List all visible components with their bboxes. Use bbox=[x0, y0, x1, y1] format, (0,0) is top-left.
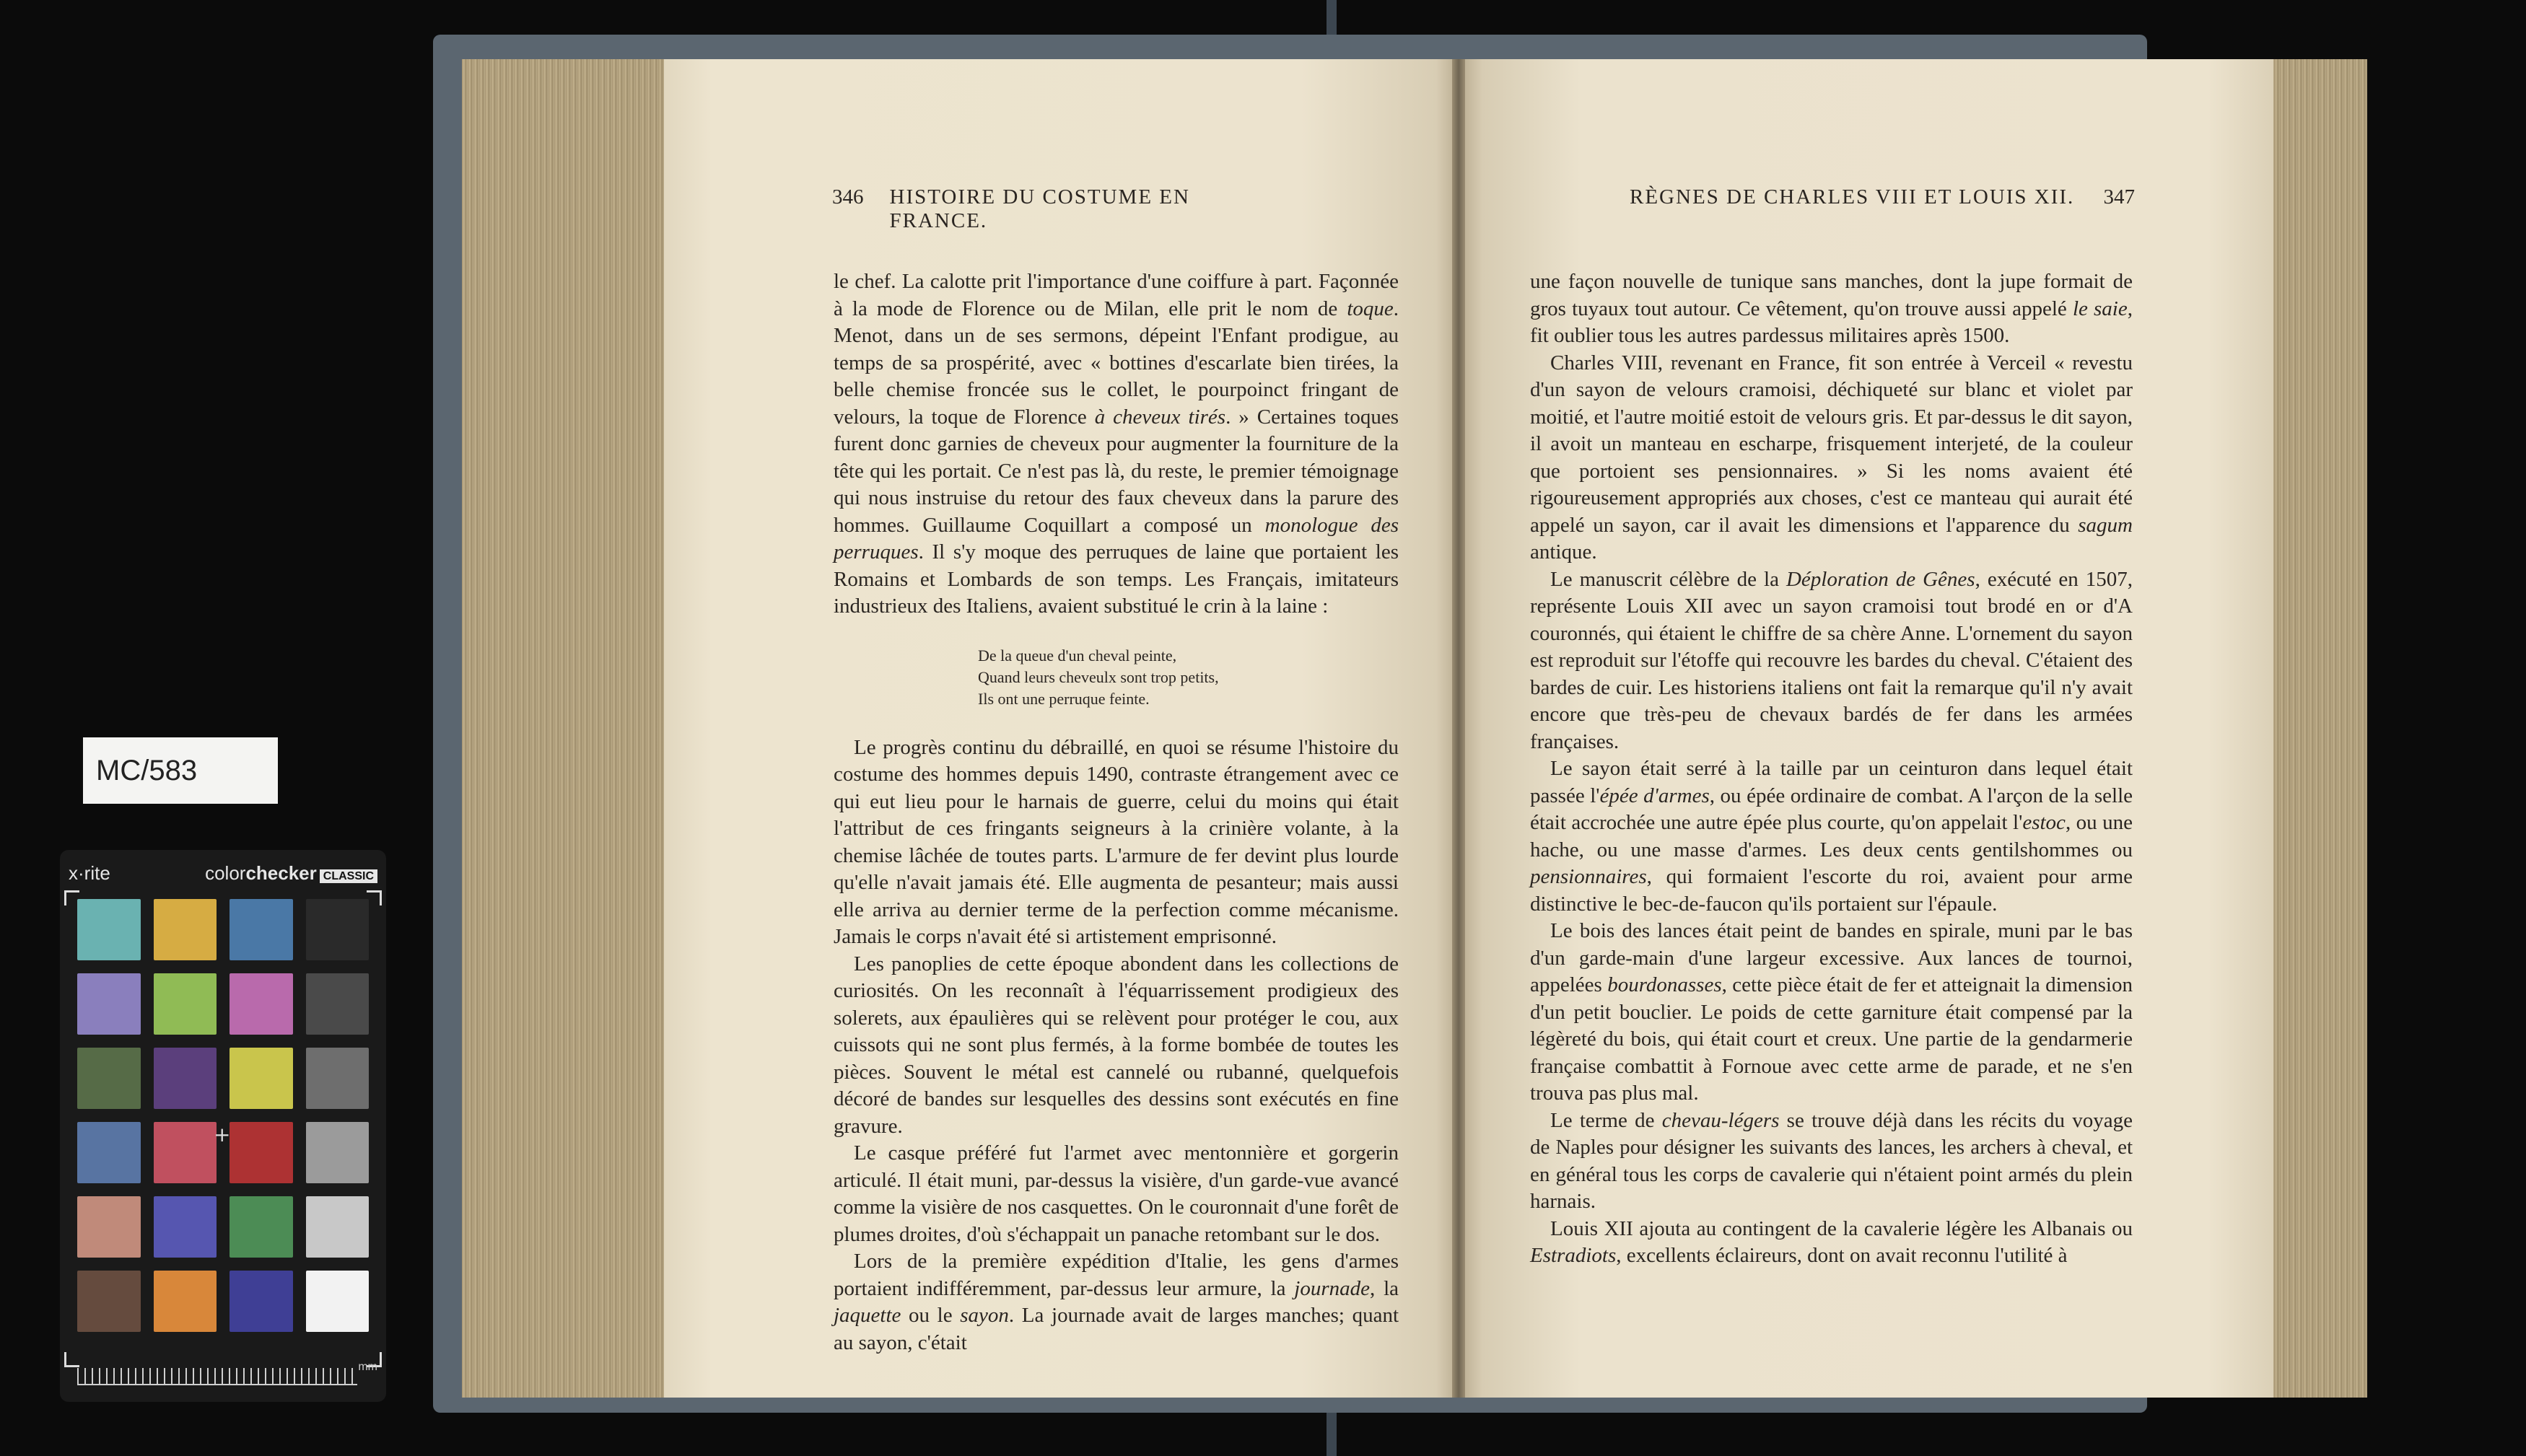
left-page-body bbox=[834, 268, 1399, 1356]
colorchecker-badge: CLASSIC bbox=[320, 869, 377, 883]
left-running-head bbox=[832, 185, 1294, 233]
color-patch bbox=[306, 1122, 370, 1183]
color-patch bbox=[230, 1271, 293, 1332]
paragraph: Lors de la première expédition d'Italie, les gens d'armes portaient indifféremment, par-dessus leur armure, la journade, la jaquette ou le sayon. La journade avait de larges manches; quant au sayon, c'était bbox=[834, 1250, 1399, 1354]
page-edges-right bbox=[2263, 59, 2367, 1398]
right-page bbox=[1458, 59, 2273, 1398]
color-patch bbox=[230, 899, 293, 960]
color-patch bbox=[154, 1271, 217, 1332]
left-page-number: 346 bbox=[832, 185, 864, 209]
crop-corner-icon bbox=[367, 890, 382, 905]
catalog-label-text: MC/583 bbox=[96, 754, 198, 786]
paragraph: Les panoplies de cette époque abondent dans les collections de curiosités. On les reconnaît à l'équarrissement prodigieux des solerets, aux épaulières qui se relèvent pour protéger le cou, aux cuissots qui ne sont plus fermés, à la forme bombée de toutes les pièces. Souvent le métal est cannelé ou rubanné, quelquefois décoré de bandes sur lesquelles des dessins sont exécutés en fine gravure. bbox=[834, 952, 1399, 1138]
mm-ruler bbox=[77, 1368, 357, 1385]
color-patch bbox=[230, 1048, 293, 1109]
crosshair-icon: + bbox=[214, 1123, 231, 1146]
color-patch bbox=[306, 1271, 370, 1332]
color-patch bbox=[77, 973, 141, 1035]
color-patch bbox=[306, 973, 370, 1035]
right-page-number: 347 bbox=[2103, 185, 2135, 209]
color-patch bbox=[306, 1196, 370, 1258]
color-patch bbox=[230, 1122, 293, 1183]
color-patch bbox=[230, 1196, 293, 1258]
paragraph: Charles VIII, revenant en France, fit son entrée à Verceil « revestu d'un sayon de velours cramoisi, déchiqueté sur blanc et violet par moitié, et l'autre moitié estoit de velours gris. Et par-dessus le dit sayon, il avoit un manteau en escharpe, frisquement interjeté, de la couleur que portoient ses pensionnaires. » Si les noms avaient été rigoureusement appropriés aux choses, c'est ce manteau qui aurait été appelé un sayon, car il avait les dimensions et l'apparence du sagum antique. bbox=[1530, 351, 2133, 563]
catalog-label bbox=[83, 737, 278, 804]
color-patch bbox=[154, 1122, 217, 1183]
color-checker-card bbox=[60, 850, 386, 1402]
paragraph: Le progrès continu du débraillé, en quoi se résume l'histoire du costume des hommes depuis 1490, contraste étrangement avec ce qui eut lieu pour le harnais de guerre, celui du moins qui était l'attribut de ces fringants seigneurs à la crinière volante, à la chemise lâchée de toutes parts. L'armure de fer devint plus lourde qu'elle n'avait jamais été. Elle augmenta de pesanteur; mais aussi elle arriva au dernier terme de la perfection comme mécanisme. Jamais le corps n'avait été si artistement emprisonné. bbox=[834, 735, 1399, 948]
paragraph: Le casque préféré fut l'armet avec mentonnière et gorgerin articulé. Il était muni, par-dessus la visière, d'un garde-vue avancé comme la visière de nos casquettes. On le couronnait d'une forêt de plumes droites, d'où s'échappait un panache retombant sur le dos. bbox=[834, 1141, 1399, 1246]
verse-quote bbox=[978, 645, 1399, 710]
color-patch bbox=[77, 1196, 141, 1258]
colorchecker-title-prefix: color bbox=[205, 861, 246, 884]
verse-line: De la queue d'un cheval peinte, bbox=[978, 646, 1177, 665]
color-checker-header bbox=[69, 859, 377, 887]
color-patch bbox=[154, 899, 217, 960]
paragraph: une façon nouvelle de tunique sans manches, dont la jupe formait de gros tuyaux tout autour. Ce vêtement, qu'on trouve aussi appelé le saie, fit oublier tous les autres pardessus militaires après 1500. bbox=[1530, 270, 2133, 347]
right-running-title: RÈGNES DE CHARLES VIII ET LOUIS XII. bbox=[1630, 185, 2075, 209]
paragraph: Le terme de chevau-légers se trouve déjà dans les récits du voyage de Naples pour désigner les suivants des lances, les archers à cheval, et en général tous les corps de cavalerie qui n'étaient point armés du plein harnais. bbox=[1530, 1108, 2133, 1213]
color-patch bbox=[77, 1048, 141, 1109]
color-patch bbox=[154, 973, 217, 1035]
colorchecker-title-bold: checker bbox=[245, 861, 317, 884]
right-running-head bbox=[1630, 185, 2135, 209]
color-patch bbox=[154, 1048, 217, 1109]
paragraph: Le bois des lances était peint de bandes en spirale, muni par le bas d'un garde-main d'une largeur excessive. Aux lances de tournoi, appelées bourdonasses, cette pièce était de fer et atteignait la dimension d'un petit bouclier. Le poids de cette garniture était compensé par la légèreté du bois, qui était court et creux. Une partie de la gendarmerie française combattit à Fornoue avec cette arme de parade, et ne s'en trouva pas plus mal. bbox=[1530, 919, 2133, 1105]
verse-line: Ils ont une perruque feinte. bbox=[978, 689, 1150, 708]
colorchecker-title bbox=[205, 862, 377, 885]
color-patch bbox=[306, 899, 370, 960]
verse-line: Quand leurs cheveulx sont trop petits, bbox=[978, 667, 1219, 686]
color-patch bbox=[77, 1122, 141, 1183]
book-gutter bbox=[1452, 59, 1465, 1398]
left-page bbox=[664, 59, 1460, 1398]
color-patch bbox=[306, 1048, 370, 1109]
page-edges-left bbox=[462, 59, 671, 1398]
right-page-body bbox=[1530, 268, 2133, 1270]
xrite-logo-text: x·rite bbox=[69, 861, 110, 884]
xrite-logo bbox=[69, 862, 110, 885]
color-patch bbox=[77, 899, 141, 960]
paragraph: Louis XII ajouta au contingent de la cavalerie légère les Albanais ou Estradiots, excellents éclaireurs, dont on avait reconnu l'utilité à bbox=[1530, 1216, 2133, 1267]
crop-corner-icon bbox=[64, 1352, 79, 1367]
color-patch bbox=[230, 973, 293, 1035]
paragraph: le chef. La calotte prit l'importance d'une coiffure à part. Façonnée à la mode de Florence ou de Milan, elle prit le nom de toque. Menot, dans un de ses sermons, dépeint l'Enfant prodigue, au temps de sa prospérité, avec « bottines d'escarlate bien tirées, la belle chemise froncée sus le collet, le pourpoinct fringant de velours, la toque de Florence à cheveux tirés. » Certaines toques furent donc garnies de cheveux pour augmenter la fourniture de la tête qui les portait. Ce n'est pas là, du reste, le premier témoignage qui nous instruise du retour des faux cheveux dans la parure des hommes. Guillaume Coquillart a composé un monologue des perruques. Il s'y moque des perruques de laine que portaient les Romains et Lombards de son temps. Les Français, imitateurs industrieux des Italiens, avaient substitué le crin à la laine : bbox=[834, 270, 1399, 618]
color-patch bbox=[154, 1196, 217, 1258]
color-patch bbox=[77, 1271, 141, 1332]
ruler-unit: mm bbox=[358, 1361, 377, 1373]
left-running-title: HISTOIRE DU COSTUME EN FRANCE. bbox=[889, 185, 1190, 232]
paragraph: Le manuscrit célèbre de la Déploration de Gênes, exécuté en 1507, représente Louis XII avec un sayon cramoisi tout brodé en or d'A couronnés, qui étaient le chiffre de sa chère Anne. L'ornement du sayon est reproduit sur l'étoffe qui recouvre les bardes du cheval. C'étaient des bardes de cuir. Les historiens italiens ont fait la remarque qu'il n'y avait encore que très-peu de chevaux bardés de fer dans les armées françaises. bbox=[1530, 567, 2133, 753]
paragraph: Le sayon était serré à la taille par un ceinturon dans lequel était passée l'épée d'armes, ou épée ordinaire de combat. A l'arçon de la selle était accrochée une autre épée plus courte, qu'on appelait l'estoc, ou une hache, ou une masse d'armes. Les deux cents gentilshommes ou pensionnaires, qui formaient l'escorte du roi, avaient pour arme distinctive le bec-de-faucon qu'ils portaient sur l'épaule. bbox=[1530, 757, 2133, 916]
color-patch-grid bbox=[77, 899, 369, 1332]
